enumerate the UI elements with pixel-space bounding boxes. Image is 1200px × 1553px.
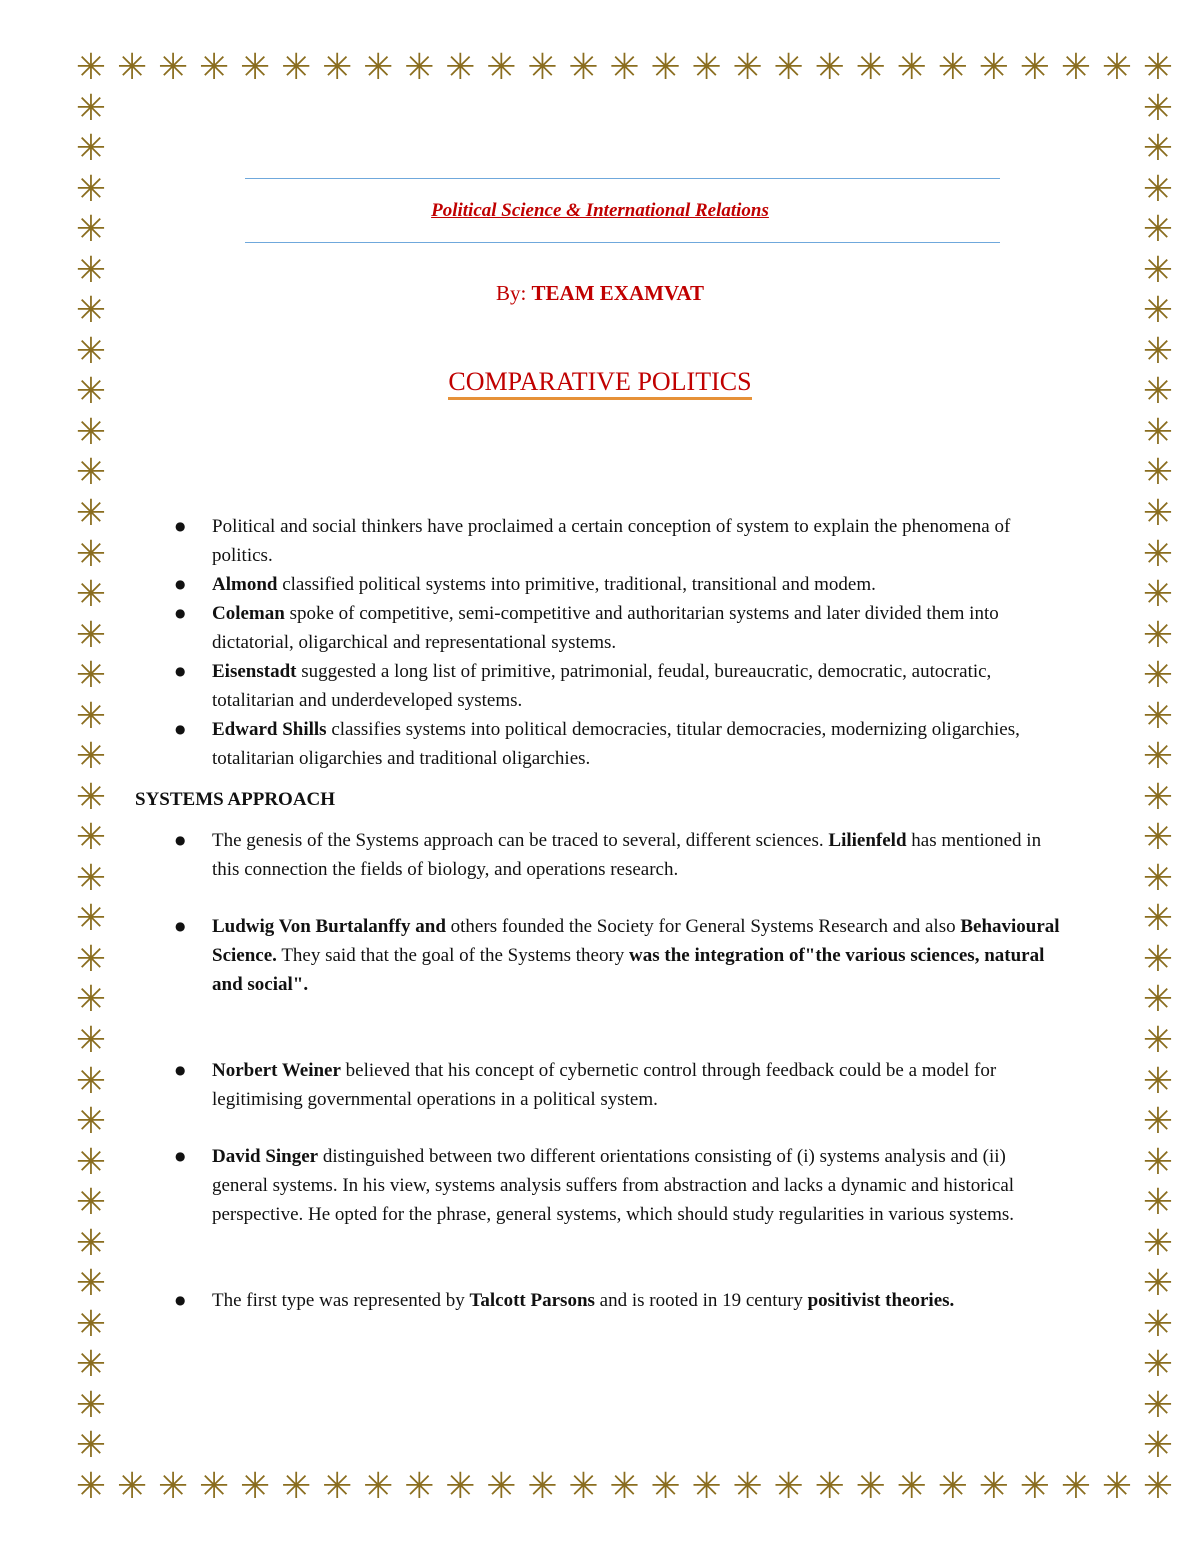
bullet-bold: Eisenstadt [212, 661, 297, 682]
asterisk-flower-icon: ✳ [75, 249, 107, 291]
asterisk-flower-icon: ✳ [1142, 371, 1174, 413]
asterisk-flower-icon: ✳ [486, 1466, 517, 1507]
asterisk-flower-icon: ✳ [1142, 209, 1174, 251]
asterisk-flower-icon: ✳ [75, 290, 107, 332]
asterisk-flower-icon: ✳ [75, 1141, 107, 1183]
asterisk-flower-icon: ✳ [75, 168, 107, 210]
asterisk-flower-icon: ✳ [75, 1344, 107, 1386]
spacer [135, 1229, 1065, 1286]
byline [0, 281, 1200, 306]
asterisk-flower-icon: ✳ [896, 1466, 927, 1507]
asterisk-flower-icon: ✳ [1142, 330, 1174, 372]
bullet-text: and is rooted in 19 century [594, 1290, 808, 1311]
bullet-text: others founded the Society for General Systems Research and also [445, 916, 961, 937]
asterisk-flower-icon: ✳ [116, 1466, 148, 1507]
systems-list [135, 826, 1065, 884]
bullet-text: spoke of competitive, semi-competitive and authoritarian systems and later divided them into dictatorial, oligarchical and representational systems. [212, 603, 999, 653]
asterisk-flower-icon: ✳ [1142, 128, 1174, 170]
asterisk-flower-icon: ✳ [1142, 655, 1174, 697]
bullet-bold: Lilienfeld [828, 830, 907, 851]
bullet-text: has mentioned in this connection the fields of biology, and operations research. [212, 830, 1042, 880]
asterisk-flower-icon: ✳ [609, 47, 640, 88]
asterisk-flower-icon: ✳ [75, 938, 107, 980]
asterisk-flower-icon: ✳ [322, 47, 353, 88]
asterisk-flower-icon: ✳ [1142, 1263, 1174, 1305]
bullet-bold: Norbert Weiner [212, 1060, 341, 1081]
asterisk-flower-icon: ✳ [568, 47, 599, 88]
asterisk-flower-icon: ✳ [568, 1466, 599, 1507]
bullet-text: The first type was represented by [212, 1290, 470, 1311]
bullet-text: suggested a long list of primitive, patrimonial, feudal, bureaucratic, democratic, autocratic, totalitarian and underdeveloped systems. [212, 661, 992, 711]
asterisk-flower-icon: ✳ [363, 47, 394, 88]
systems-list [135, 1286, 1065, 1315]
asterisk-flower-icon: ✳ [527, 47, 558, 88]
asterisk-flower-icon: ✳ [75, 574, 107, 616]
bullet-bold: Talcott Parsons [469, 1290, 595, 1311]
asterisk-flower-icon: ✳ [1060, 47, 1091, 88]
asterisk-flower-icon: ✳ [1142, 47, 1174, 88]
asterisk-flower-icon: ✳ [322, 1466, 353, 1507]
bullet-bold: Edward Shills [212, 719, 327, 740]
bullet-text: They said that the goal of the Systems theory [276, 945, 630, 966]
asterisk-flower-icon: ✳ [1142, 1182, 1174, 1224]
byline-label: By: [495, 281, 532, 305]
bullet-text: classifies systems into political democracies, titular democracies, modernizing oligarchies, totalitarian oligarchies and traditional oligarchies. [212, 719, 1020, 769]
asterisk-flower-icon: ✳ [486, 47, 517, 88]
asterisk-flower-icon: ✳ [1142, 1303, 1174, 1345]
asterisk-flower-icon: ✳ [1142, 1222, 1174, 1264]
asterisk-flower-icon: ✳ [75, 979, 107, 1021]
asterisk-flower-icon: ✳ [75, 1303, 107, 1345]
asterisk-flower-icon: ✳ [75, 1101, 107, 1143]
asterisk-flower-icon: ✳ [732, 1466, 763, 1507]
asterisk-flower-icon: ✳ [650, 47, 681, 88]
section-heading: SYSTEMS APPROACH [135, 789, 336, 810]
spacer [135, 884, 1065, 912]
asterisk-flower-icon: ✳ [445, 47, 476, 88]
systems-list [135, 1142, 1065, 1229]
asterisk-flower-icon: ✳ [1142, 411, 1174, 453]
list-item [135, 1286, 1065, 1315]
bullet-text: The genesis of the Systems approach can be traced to several, different sciences. [212, 830, 829, 851]
bullet-bold: Coleman [212, 603, 285, 624]
bullet-bold: Behavioural Science. [212, 916, 1060, 966]
asterisk-flower-icon: ✳ [650, 1466, 681, 1507]
asterisk-flower-icon: ✳ [116, 47, 148, 88]
list-item [135, 570, 1065, 599]
asterisk-flower-icon: ✳ [1142, 857, 1174, 899]
asterisk-flower-icon: ✳ [157, 1466, 189, 1507]
main-title-text: COMPARATIVE POLITICS [448, 367, 751, 400]
asterisk-flower-icon: ✳ [1060, 1466, 1091, 1507]
main-title [0, 367, 1200, 397]
asterisk-flower-icon: ✳ [199, 1466, 230, 1507]
asterisk-flower-icon: ✳ [691, 47, 722, 88]
list-item [135, 657, 1065, 715]
asterisk-flower-icon: ✳ [240, 47, 271, 88]
asterisk-flower-icon: ✳ [1142, 533, 1174, 575]
asterisk-flower-icon: ✳ [1019, 1466, 1050, 1507]
asterisk-flower-icon: ✳ [1019, 47, 1050, 88]
asterisk-flower-icon: ✳ [1142, 1344, 1174, 1386]
list-item [135, 715, 1065, 773]
asterisk-flower-icon: ✳ [691, 1466, 722, 1507]
asterisk-flower-icon: ✳ [75, 1466, 107, 1507]
asterisk-flower-icon: ✳ [855, 47, 886, 88]
asterisk-flower-icon: ✳ [773, 47, 804, 88]
bullet-text: believed that his concept of cybernetic control through feedback could be a model for legitimising governmental operations in a political system. [212, 1060, 997, 1110]
asterisk-flower-icon: ✳ [527, 1466, 558, 1507]
asterisk-flower-icon: ✳ [855, 1466, 886, 1507]
spacer [135, 999, 1065, 1056]
systems-list [135, 912, 1065, 999]
asterisk-flower-icon: ✳ [75, 47, 107, 88]
asterisk-flower-icon: ✳ [773, 1466, 804, 1507]
asterisk-flower-icon: ✳ [75, 1384, 107, 1426]
asterisk-flower-icon: ✳ [1142, 1384, 1174, 1426]
asterisk-flower-icon: ✳ [75, 209, 107, 251]
asterisk-flower-icon: ✳ [937, 47, 968, 88]
asterisk-flower-icon: ✳ [1142, 776, 1174, 818]
bullet-bold: was the integration of"the various sciences, natural and social". [212, 945, 1045, 995]
asterisk-flower-icon: ✳ [1101, 47, 1133, 88]
asterisk-flower-icon: ✳ [75, 817, 107, 859]
asterisk-flower-icon: ✳ [75, 1222, 107, 1264]
asterisk-flower-icon: ✳ [814, 1466, 845, 1507]
asterisk-flower-icon: ✳ [75, 1263, 107, 1305]
asterisk-flower-icon: ✳ [199, 47, 230, 88]
asterisk-flower-icon: ✳ [75, 411, 107, 453]
list-item [135, 912, 1065, 999]
asterisk-flower-icon: ✳ [75, 695, 107, 737]
asterisk-flower-icon: ✳ [75, 614, 107, 656]
asterisk-flower-icon: ✳ [1142, 1466, 1174, 1507]
asterisk-flower-icon: ✳ [281, 1466, 312, 1507]
asterisk-flower-icon: ✳ [75, 857, 107, 899]
asterisk-flower-icon: ✳ [75, 492, 107, 534]
bullet-bold: David Singer [212, 1146, 319, 1167]
asterisk-flower-icon: ✳ [896, 47, 927, 88]
bullet-text: classified political systems into primitive, traditional, transitional and modem. [277, 574, 876, 595]
intro-list [135, 512, 1065, 773]
asterisk-flower-icon: ✳ [1142, 1101, 1174, 1143]
asterisk-flower-icon: ✳ [609, 1466, 640, 1507]
bullet-bold: Ludwig Von Burtalanffy and [212, 916, 446, 937]
asterisk-flower-icon: ✳ [445, 1466, 476, 1507]
asterisk-flower-icon: ✳ [1142, 168, 1174, 210]
asterisk-flower-icon: ✳ [814, 47, 845, 88]
asterisk-flower-icon: ✳ [1142, 452, 1174, 494]
asterisk-flower-icon: ✳ [1142, 574, 1174, 616]
list-item [135, 1142, 1065, 1229]
asterisk-flower-icon: ✳ [75, 1182, 107, 1224]
asterisk-flower-icon: ✳ [75, 87, 107, 129]
asterisk-flower-icon: ✳ [1142, 938, 1174, 980]
asterisk-flower-icon: ✳ [1142, 1060, 1174, 1102]
header-rule-top [245, 178, 1000, 179]
asterisk-flower-icon: ✳ [1142, 1020, 1174, 1062]
asterisk-flower-icon: ✳ [404, 47, 435, 88]
asterisk-flower-icon: ✳ [1142, 979, 1174, 1021]
asterisk-flower-icon: ✳ [1101, 1466, 1133, 1507]
asterisk-flower-icon: ✳ [75, 533, 107, 575]
asterisk-flower-icon: ✳ [978, 47, 1009, 88]
bullet-text: Political and social thinkers have proclaimed a certain conception of system to explain the phenomena of politics. [212, 516, 1011, 566]
asterisk-flower-icon: ✳ [404, 1466, 435, 1507]
asterisk-flower-icon: ✳ [1142, 817, 1174, 859]
asterisk-flower-icon: ✳ [281, 47, 312, 88]
asterisk-flower-icon: ✳ [1142, 736, 1174, 778]
asterisk-flower-icon: ✳ [1142, 249, 1174, 291]
asterisk-flower-icon: ✳ [1142, 492, 1174, 534]
byline-author: TEAM EXAMVAT [531, 281, 705, 305]
asterisk-flower-icon: ✳ [75, 1020, 107, 1062]
asterisk-flower-icon: ✳ [75, 128, 107, 170]
list-item [135, 599, 1065, 657]
asterisk-flower-icon: ✳ [1142, 1141, 1174, 1183]
bullet-bold: Almond [212, 574, 278, 595]
document-body [135, 512, 1065, 1315]
asterisk-flower-icon: ✳ [363, 1466, 394, 1507]
asterisk-flower-icon: ✳ [1142, 87, 1174, 129]
asterisk-flower-icon: ✳ [75, 1425, 107, 1467]
bullet-text: distinguished between two different orientations consisting of (i) systems analysis and (ii) general systems. In his view, systems analysis suffers from abstraction and lacks a dynamic and historical perspective. He opted for the phrase, general systems, which should study regularities in various systems. [212, 1146, 1015, 1225]
asterisk-flower-icon: ✳ [157, 47, 189, 88]
asterisk-flower-icon: ✳ [1142, 290, 1174, 332]
asterisk-flower-icon: ✳ [240, 1466, 271, 1507]
asterisk-flower-icon: ✳ [75, 736, 107, 778]
asterisk-flower-icon: ✳ [1142, 898, 1174, 940]
list-item [135, 826, 1065, 884]
asterisk-flower-icon: ✳ [75, 1060, 107, 1102]
asterisk-flower-icon: ✳ [1142, 1425, 1174, 1467]
asterisk-flower-icon: ✳ [75, 776, 107, 818]
asterisk-flower-icon: ✳ [75, 452, 107, 494]
asterisk-flower-icon: ✳ [75, 330, 107, 372]
asterisk-flower-icon: ✳ [1142, 695, 1174, 737]
asterisk-flower-icon: ✳ [978, 1466, 1009, 1507]
asterisk-flower-icon: ✳ [75, 371, 107, 413]
header-rule-bottom [245, 242, 1000, 243]
list-item [135, 1056, 1065, 1114]
asterisk-flower-icon: ✳ [75, 898, 107, 940]
asterisk-flower-icon: ✳ [1142, 614, 1174, 656]
spacer [135, 1114, 1065, 1142]
list-item [135, 512, 1065, 570]
systems-list [135, 1056, 1065, 1114]
asterisk-flower-icon: ✳ [732, 47, 763, 88]
asterisk-flower-icon: ✳ [937, 1466, 968, 1507]
bullet-bold: positivist theories. [807, 1290, 955, 1311]
header-title: Political Science & International Relations [431, 200, 769, 221]
asterisk-flower-icon: ✳ [75, 655, 107, 697]
